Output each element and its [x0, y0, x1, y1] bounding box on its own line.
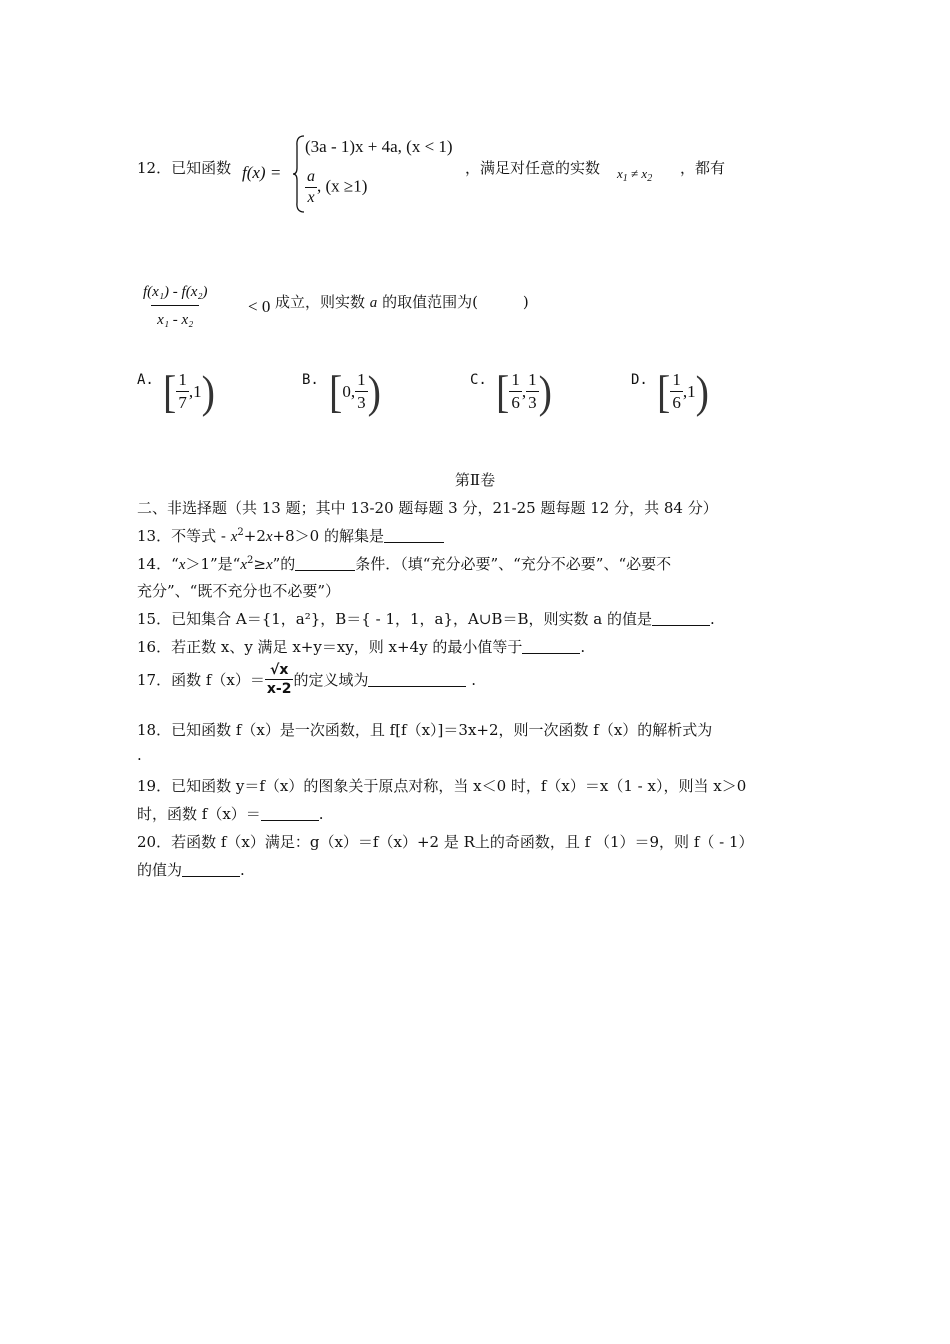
q12-after [275, 291, 529, 312]
q14-a: 14．“ [137, 555, 179, 573]
q14-d: ”的 [272, 555, 296, 573]
q14-b: ＞1”是“ [185, 555, 241, 573]
option-a-label: A. [137, 372, 154, 388]
q16-end: . [580, 638, 586, 656]
option-a-num: 1 [178, 370, 187, 389]
option-c-label: C. [470, 372, 487, 388]
option-c-den2: 3 [528, 393, 537, 412]
option-a-value: [ $\frac{1}{7}$ ,1 ) [163, 365, 215, 417]
q17-den: x-2 [266, 681, 292, 697]
q18-line2: . [137, 746, 142, 764]
option-c-den1: 6 [511, 393, 520, 412]
q19-end: . [318, 805, 324, 823]
q15-answer-blank[interactable] [652, 611, 710, 626]
q12-tail: ，都有 [680, 159, 726, 177]
option-d-right: ,1 [682, 381, 696, 401]
q12-cond-x1: x [617, 166, 623, 181]
q14-line1: 14．“x＞1”是“$x^2\ge x$”的 条件．（填“充分必要”、“充分不必要”、“必要不 [137, 555, 672, 573]
option-c-num1: 1 [511, 370, 520, 389]
option-d-den: 6 [672, 393, 681, 412]
q19-answer-blank[interactable] [261, 806, 319, 821]
q19-line2 [137, 803, 324, 824]
q17-text-b: 的定义域为 [293, 671, 369, 689]
q13-answer-blank[interactable] [384, 528, 444, 543]
q19-line1: 19．已知函数 y＝f（x）的图象关于原点对称，当 x＜0 时，f（x）＝x（1 - x），则当 x＞0 [137, 777, 747, 795]
option-c-value: [ $\frac{1}{6}$ , $\frac{1}{3}$ ) [496, 365, 552, 417]
option-c-mid: , [521, 381, 527, 401]
option-a-den: 7 [178, 393, 187, 412]
q16 [137, 636, 585, 657]
q14-answer-blank[interactable] [295, 556, 355, 571]
q13-var2: x [265, 529, 273, 545]
option-d[interactable] [631, 370, 648, 388]
q17-num: √x [269, 662, 289, 678]
q12-var: a [369, 295, 378, 311]
q20-line2-text: 的值为 [137, 861, 183, 879]
option-b-left: 0, [342, 381, 356, 401]
q18-line1: 18．已知函数 f（x）是一次函数，且 f[f（x）]＝3x+2，则一次函数 f（x）的解析式为 [137, 721, 713, 739]
q17-text-a: 17．函数 f（x）＝ [137, 671, 265, 689]
option-c[interactable] [470, 370, 487, 388]
q12-case2 [305, 168, 367, 207]
q17-end: . [471, 670, 477, 689]
q13-var: x [230, 529, 238, 545]
option-b-value: [ 0, $\frac{1}{3}$ ) [329, 365, 381, 417]
option-d-label: D. [631, 372, 648, 388]
q12-cond-neq: ≠ x [631, 166, 648, 181]
option-d-value: [ $\frac{1}{6}$ ,1 ) [657, 365, 709, 417]
q13-text-a: 13．不等式 - [137, 527, 231, 545]
q12-ineq-num: f(x₁) - f(x₂) [143, 284, 208, 300]
q12-mid: ，满足对任意的实数 [465, 159, 601, 177]
q14-line2: 充分”、“既不充分也不必要”） [137, 582, 341, 600]
section-heading: 二、非选择题（共 13 题；其中 13-20 题每题 3 分，21-25 题每题 12 分，共 84 分） [137, 499, 718, 517]
q12-case2-num: a [307, 168, 315, 185]
q12-ask: 的取值范围为( ) [382, 293, 529, 311]
option-b-num: 1 [357, 370, 366, 389]
q12-ineq-rel: < 0 [248, 297, 271, 316]
q15 [137, 608, 715, 629]
q12-after-text: 成立，则实数 [275, 293, 366, 311]
q20-line1: 20．若函数 f（x）满足：g（x）＝f（x）+2 是 R上的奇函数，且 f （1）＝9，则 f（ - 1） [137, 833, 754, 851]
q12-inequality [137, 284, 214, 329]
option-b-den: 3 [357, 393, 366, 412]
section-title: 第Ⅱ卷 [454, 471, 496, 489]
option-a[interactable] [137, 370, 154, 388]
q19-line2-text: 时，函数 f（x）＝ [137, 805, 261, 823]
q14-c: ≥ [253, 555, 266, 573]
q15-text: 15．已知集合 A＝{1，a²}，B＝{ - 1，1，a}，A∪B＝B，则实数 a 的值是 [137, 610, 652, 628]
q20-line2 [137, 859, 245, 880]
q12-case2-den: x [307, 189, 315, 206]
q16-answer-blank[interactable] [522, 639, 580, 654]
option-c-num2: 1 [528, 370, 537, 389]
piecewise-brace-icon [292, 134, 306, 214]
q17 [137, 662, 476, 697]
q16-text: 16．若正数 x、y 满足 x+y＝xy，则 x+4y 的最小值等于 [137, 638, 523, 656]
option-a-right: ,1 [188, 381, 202, 401]
q17-answer-blank[interactable] [368, 672, 466, 687]
option-d-num: 1 [672, 370, 681, 389]
q12-ineq-den: x₁ - x₂ [151, 305, 199, 329]
q15-end: . [709, 610, 715, 628]
q12-case2-cond: , (x ≥1) [317, 176, 368, 196]
q20-answer-blank[interactable] [182, 862, 240, 877]
q13: 13．不等式 - $x^2+2x+8>0$ 的解集是 [137, 525, 444, 546]
q12-fx: f(x) = [242, 163, 282, 182]
q12-case1: (3a - 1)x + 4a, (x < 1) [305, 137, 453, 156]
q13-text-c: +8＞0 的解集是 [272, 527, 384, 545]
option-b[interactable] [302, 370, 319, 388]
q12-cond: $x_1 \ne x_2$ [617, 166, 653, 184]
q12-label: 12．已知函数 [137, 159, 232, 177]
option-b-label: B. [302, 372, 319, 388]
q14-e: 条件．（填“充分必要”、“充分不必要”、“必要不 [355, 555, 672, 573]
q13-text-b: +2 [243, 527, 266, 545]
q20-end: . [240, 861, 245, 879]
